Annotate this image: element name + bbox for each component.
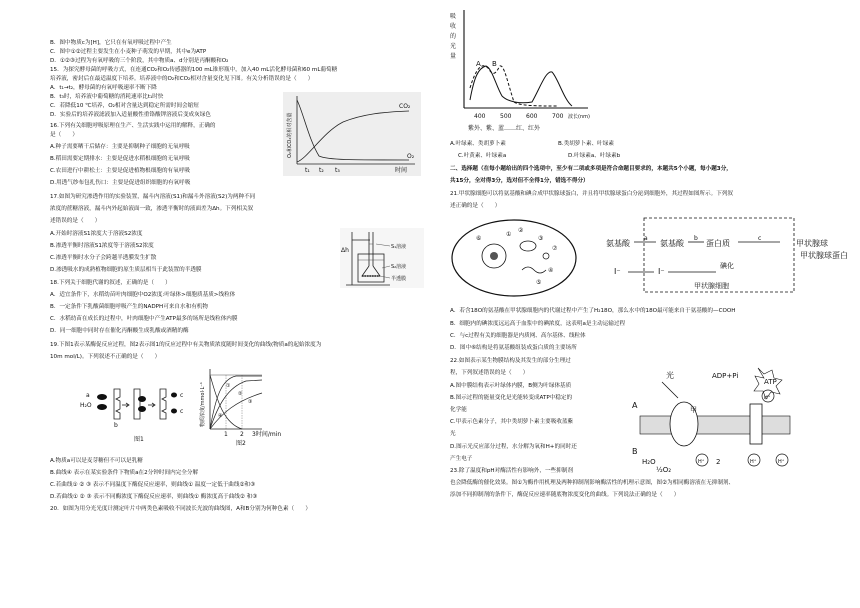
q15-figure [283,92,421,176]
nucleolus [490,252,498,260]
q15-stem-1: 15．为探究酵母菌的呼吸方式，在连通CO₂和O₂传感器的100 mL锥形瓶中，加入40 mL活化酵母菌和60 mL葡萄糖 [50,67,338,73]
q19-stem-2: 10m mol/L)。下列叙述不正确的是（ ） [50,354,161,360]
curve-a-label: A [476,60,481,68]
x-axis-unit: 波长(nm) [568,114,590,120]
q16-option-c: C.农田进行中耕松土：主要是促进植物根细胞的有氧呼吸 [50,168,190,174]
tick-t3: t₃ [335,167,340,174]
num-5: ⑤ [536,279,542,286]
curve-3 [210,393,262,429]
q22-option-d-cont: 产生电子 [450,456,473,462]
q21-figure [448,212,848,304]
a-label: a [86,392,90,399]
x-tick-2: 2 [240,431,244,438]
num-7: ⑦ [552,245,558,252]
side-a-label: A [632,401,638,410]
q17-figure [340,228,424,288]
curve-4-label: ④ [218,413,223,419]
curve-1 [210,376,262,429]
enzyme-1 [114,389,120,419]
q16-option-b: B.稻田需要定期排水：主要是促进水稻根细胞的无氧呼吸 [50,156,190,162]
b-label-1: b [114,422,118,429]
q19-option-b: B.曲线④ 表示在某实验条件下物质a在2分钟时间内完全分解 [50,470,199,476]
q22-stem-2: 程，下列叙述错误的是（ ） [450,370,529,376]
o2-label: O₂ [407,153,415,160]
membrane-label: 半透膜 [391,276,407,282]
atp-synthase [750,404,762,444]
section-2-heading-1: 二、选择题（在每小题给出的四个选项中，至少有二项或多项是符合命题目要求的，本题共5个小题，每小题3分， [450,166,732,172]
q23-stem-2: 也会降低酶的催化效果。图①为酶作用机理及两种抑制剂影响酶活性的机理示意图，图②为相同酶溶液在无抑制剂、 [450,480,735,486]
protein-label: 蛋白质 [706,239,730,248]
y-label-1: 吸 [450,13,457,20]
thyroid-cell-label: 甲状腺细胞 [694,282,729,290]
num-4: ④ [548,267,554,274]
membrane [640,416,790,434]
q20-option-c: C.叶黄素、叶绿素a [458,153,507,159]
q22-option-b-cont: 化学能 [450,407,467,413]
q22-option-a: A.图中膜结构表示叶绿体内膜，B侧为叶绿体基质 [450,383,572,389]
num-2: ② [518,227,524,234]
iodine-inside: I⁻ [658,267,665,276]
arrow-c-label: c [758,235,762,242]
o2-label: ½O₂ [656,466,672,474]
aa-outside: 氨基酸 [606,239,630,248]
arrow-a-label: a [644,235,648,242]
q22-option-c: C.甲表示色素分子，其中类胡萝卜素主要吸收蓝紫 [450,419,574,425]
h-ion-1-label: H⁺ [698,459,705,465]
q20-option-d: D.叶绿素a、叶绿素b [568,153,621,159]
cell-boundary [644,218,794,292]
q17-option-d: D.渗透吸水的成熟植物细胞的原生质层相当于此装置的半透膜 [50,267,202,273]
q22-figure [632,364,802,474]
q18-stem: 18.下列关于细胞代谢的叙述，正确的是（ ） [50,280,171,286]
q22-option-c-cont: 光 [450,431,456,437]
arrow-b-label: b [694,235,698,242]
q21-option-c: C．与c过程有关的细胞器是内质网、高尔基体、线粒体 [450,333,586,339]
q15-stem-2: 培养液，密封后在最适温度下培养。培养液中的O₂和CO₂相对含量变化见下图。有关分析错误的是（ ） [50,76,314,82]
tick-t2: t₂ [319,167,324,174]
q23-stem-3: 添加不同抑制剂的条件下，酶促反应速率随底物浓度变化的曲线。下列说法正确的是（ ） [450,492,680,498]
q18-option-a: A．适宜条件下，水稻幼苗叶肉细胞中O2浓度:叶绿体>细胞质基质>线粒体 [50,292,236,298]
num-3: ③ [538,235,544,242]
mitochondrion [520,241,536,251]
q21-stem-2: 述正确的是（ ） [450,203,501,209]
jia-label: 甲 [690,406,697,414]
q19-option-c: C.若曲线① ② ③ 表示不同温度下酶促反应速率，则曲线① 温度一定低于曲线②和③ [50,482,256,488]
x-axis-label: 3时间/min [252,431,282,438]
co2-label: CO₂ [399,103,411,110]
q21-option-a: A．若含18O的氨基酸在甲状腺细胞内的代谢过程中产生了H₂18O，那么水中的18O最可能来自于氨基酸的—COOH [450,308,736,314]
enzyme-3 [160,389,166,419]
curve-1-label: ① [226,383,231,389]
h-ion-2-label: H⁺ [764,395,771,401]
iodination-label: 碘化 [720,262,734,270]
q19-stem-1: 19.下图1表示某酶促反应过程，图2表示图1的反应过程中有关物质浓度随时间变化的曲线(物质a的起始浓度为 [50,342,322,348]
c-label-1: c [180,392,184,399]
q19-figure-1 [80,367,196,445]
curve-2-label: ② [238,391,243,397]
q21-option-d: D．图中⑥结构是将氨基酸组装成蛋白质的主要场所 [450,345,577,351]
iodine-outside: I⁻ [614,267,621,276]
q22-option-d: D.图示光反应部分过程，水分解为氧和H+的同时还 [450,444,577,450]
enzyme-2 [134,389,140,419]
two-label: 2 [716,458,721,466]
q17-option-c: C.渗透平衡时水分子会跨越半透膜发生扩散 [50,255,157,261]
q22-stem-1: 22.如图表示某生物膜结构及其发生的部分生理过 [450,358,571,364]
y-label-4: 光 [450,43,457,50]
q21-option-b: B．细胞内的碘浓度远远高于血浆中的碘浓度，这表明a是主动运输过程 [450,321,626,327]
curve-3-label: ③ [248,399,253,405]
golgi [522,267,546,273]
q20-figure [448,8,598,138]
q20-option-a: A.叶绿素、类胡萝卜素 [450,141,506,147]
q15-option-d: D．实验后的培养液滤液加入适量酸性重铬酸钾溶液后变成灰绿色 [50,112,211,118]
curve-b-label: B [492,60,497,68]
num-6: ⑥ [476,235,482,242]
x-axis-label: 时间 [395,167,408,174]
cell-outline [452,220,576,296]
side-b-label: B [632,447,638,456]
q18-option-c: C．水稻幼苗在成长的过程中，叶肉细胞中产生ATP最多的场所是线粒体内膜 [50,316,238,322]
q20-option-b: B.类胡萝卜素、叶绿素 [558,141,614,147]
light-label: 光 [666,371,674,380]
vesicle [543,253,549,259]
q17-option-a: A.开始时溶液S1浓度大于溶液S2浓度 [50,231,143,237]
q18-option-d: D．同一细胞中同时存在催化丙酮酸生成乳酸或酒精的酶 [50,328,189,334]
x-tick-700: 700 [552,113,564,120]
thyroglobulin-2: 甲状腺球蛋白 [800,251,848,260]
q16-option-a: A.种子需要晒干后储存：主要是抑制种子细胞的无氧呼吸 [50,144,190,150]
figure-2-caption: 图2 [236,440,246,447]
q17-stem-1: 17.如图为研究渗透作用的实验装置，漏斗内溶液(S1)和漏斗外溶液(S2)为两种不同 [50,194,256,200]
q23-stem-1: 23.除了温度和pH对酶活性有影响外，一些抑制剂 [450,468,573,474]
q21-stem-1: 21.甲状腺细胞可以将氨基酸和碘合成甲状腺球蛋白，并且将甲状腺球蛋白分泌到细胞外，其过程如图所示。下列叙 [450,191,733,197]
color-bands: 紫外、紫、蓝……红、红外 [468,125,541,132]
y-label-3: 的 [450,33,457,40]
q15-option-b: B．t₃时，培养液中葡萄糖的消耗速率比t₁时快 [50,94,164,100]
num-1: ① [506,231,512,238]
x-tick-1: 1 [224,431,228,438]
q19-option-a: A.物质a可以是麦芽糖但不可以是乳糖 [50,458,143,464]
q17-stem-3: 述错误的是（ ） [50,218,101,224]
q19-option-d: D.若曲线① ② ③ 表示不同酶浓度下酶促反应速率，则曲线① 酶浓度高于曲线② 和③ [50,494,258,500]
x-tick-400: 400 [474,113,486,120]
q18-option-b: B．一定条件下乳酸菌细胞呼吸产生的NADPH可来自水和有机物 [50,304,208,310]
h2o-label: H₂O [642,458,656,466]
figure-1-caption: 图1 [134,436,144,443]
q14-option-c: C．图中①②过程主要发生在小麦种子萌发的早期，其中e为ATP [50,49,207,55]
s2-label: S₂溶液 [391,264,407,270]
q19-figure-2 [196,365,292,447]
h2o-label: H₂O [80,402,92,409]
q20-stem: 20．如图为用分光光度计测定叶片中两类色素吸收不同波长光波的曲线图，A和B分别为何种色素（ ） [50,506,311,512]
y-axis-label: 物质浓度/mmol·L⁻¹ [200,382,206,427]
atp-label: ATP [764,378,777,386]
c-label-2: c [180,408,184,415]
delta-h-label: Δh [341,247,349,254]
tick-t1: t₁ [305,167,310,174]
section-2-heading-2: 共15分，全对得3分，选对但不全得1分，错选不得分） [450,178,589,184]
y-label-2: 收 [450,23,457,30]
q14-option-b: B．图中物质c为[H]，它只在有氧呼吸过程中产生 [50,40,172,46]
q17-option-b: B.渗透平衡时溶液S1浓度等于溶液S2浓度 [50,243,154,249]
s1-label: S₁溶液 [391,244,407,250]
x-tick-600: 600 [526,113,538,120]
h-ion-3-label: H⁺ [750,459,757,465]
q17-stem-2: 浓度的蔗糖溶液，漏斗内外起始液面一致，渗透平衡时的液面差为Δh。下列相关叙 [50,206,254,212]
aa-inside: 氨基酸 [660,239,684,248]
curve-a [470,66,572,106]
adp-label: ADP+Pi [712,372,739,380]
q16-stem-1: 16.下列有关细胞呼吸原理在生产、生活实践中运用的解释，正确的 [50,123,216,129]
q22-option-b: B.图示过程的能量变化是光能转变成ATP中稳定的 [450,395,573,401]
q14-option-d: D．①②③过程为有氧呼吸的三个阶段，其中物质a、d分别是丙酮酸和O₂ [50,58,229,64]
q16-option-d: D.用透气纱布包扎伤口：主要是促进组织细胞的有氧呼吸 [50,180,191,186]
thyroglobulin-1: 甲状腺球 [796,239,828,248]
q16-stem-2: 是（ ） [50,132,78,138]
y-label-5: 量 [450,53,457,60]
y-axis-label: O₂和CO₂的相对含量 [287,112,293,158]
q15-option-a: A．t₁→t₂，酵母菌的有氧呼吸速率不断下降 [50,85,157,91]
curve-b [470,66,558,106]
h-ion-4-label: H⁺ [778,459,785,465]
x-tick-500: 500 [500,113,512,120]
q15-option-c: C．若降低10 ℃培养，O₂相对含量达到稳定所需时间会缩短 [50,103,199,109]
